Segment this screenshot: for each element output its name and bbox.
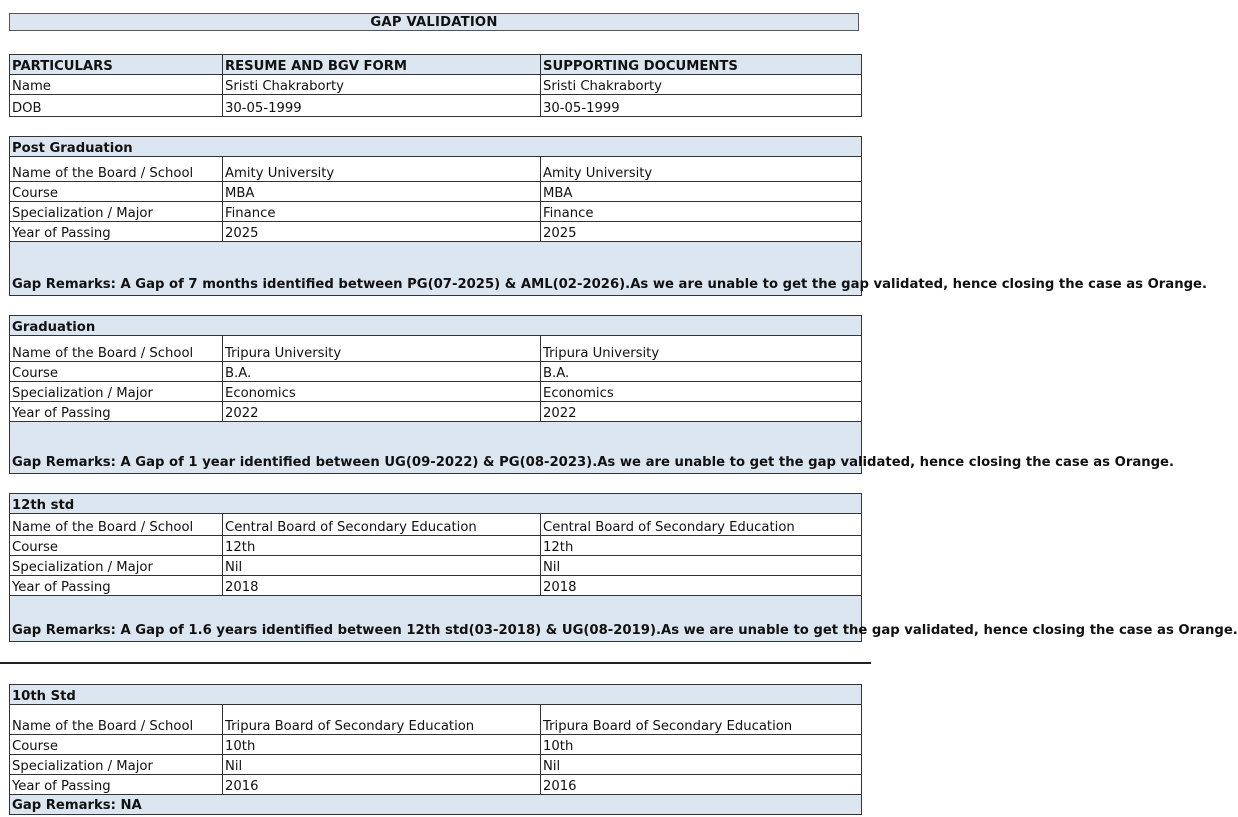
row-label: Specialization / Major	[10, 202, 223, 222]
resume-value: B.A.	[223, 362, 541, 382]
row-label: Course	[10, 735, 223, 755]
supporting-value: MBA	[541, 182, 862, 202]
resume-value: Tripura Board of Secondary Education	[223, 705, 541, 735]
resume-value: 2018	[223, 576, 541, 596]
resume-value: MBA	[223, 182, 541, 202]
table-row	[10, 202, 862, 222]
section-title: Post Graduation	[10, 137, 862, 157]
supporting-value: Central Board of Secondary Education	[541, 514, 862, 536]
resume-value: Central Board of Secondary Education	[223, 514, 541, 536]
supporting-value: 2018	[541, 576, 862, 596]
page-title: GAP VALIDATION	[9, 13, 859, 31]
supporting-value: 2016	[541, 775, 862, 795]
resume-value: 2025	[223, 222, 541, 242]
resume-value: Economics	[223, 382, 541, 402]
gap-remarks: Gap Remarks: NA	[10, 795, 862, 815]
section-title-row	[10, 137, 862, 157]
row-label: Course	[10, 182, 223, 202]
supporting-value: 12th	[541, 536, 862, 556]
supporting-value: B.A.	[541, 362, 862, 382]
supporting-value: 2022	[541, 402, 862, 422]
twelfth-std-section	[9, 493, 1238, 642]
section-title-row	[10, 685, 862, 705]
particulars-header: PARTICULARS	[10, 55, 223, 75]
section-title: Graduation	[10, 316, 862, 336]
supporting-value: 2025	[541, 222, 862, 242]
row-label: Course	[10, 536, 223, 556]
resume-value: 12th	[223, 536, 541, 556]
supporting-value: 30-05-1999	[541, 95, 862, 117]
row-label: DOB	[10, 95, 223, 117]
particulars-table	[9, 54, 862, 117]
row-label: Name of the Board / School	[10, 336, 223, 362]
table-row	[10, 775, 862, 795]
row-label: Name of the Board / School	[10, 157, 223, 182]
row-label: Name of the Board / School	[10, 705, 223, 735]
supporting-value: Economics	[541, 382, 862, 402]
table-row	[10, 735, 862, 755]
resume-value: Nil	[223, 755, 541, 775]
table-row	[10, 75, 862, 95]
resume-value: 2016	[223, 775, 541, 795]
resume-value: 2022	[223, 402, 541, 422]
resume-value: Amity University	[223, 157, 541, 182]
supporting-value: Sristi Chakraborty	[541, 75, 862, 95]
section-title: 10th Std	[10, 685, 862, 705]
post-graduation-section	[9, 136, 1207, 296]
row-label: Year of Passing	[10, 576, 223, 596]
row-label: Specialization / Major	[10, 382, 223, 402]
table-row	[10, 576, 862, 596]
header-row	[10, 55, 862, 75]
resume-value: Finance	[223, 202, 541, 222]
gap-remarks-row	[10, 795, 862, 815]
supporting-value: Nil	[541, 755, 862, 775]
row-label: Specialization / Major	[10, 755, 223, 775]
row-label: Name	[10, 75, 223, 95]
supporting-value: Tripura Board of Secondary Education	[541, 705, 862, 735]
gap-remarks: Gap Remarks: A Gap of 1.6 years identified between 12th std(03-2018) & UG(08-2019).As we are unable to get the gap validated, hence closing the case as Orange.	[10, 596, 862, 642]
gap-remarks-row	[10, 242, 862, 296]
graduation-section	[9, 315, 1175, 474]
row-label: Specialization / Major	[10, 556, 223, 576]
resume-value: Nil	[223, 556, 541, 576]
supporting-value: Nil	[541, 556, 862, 576]
table-row	[10, 755, 862, 775]
gap-remarks: Gap Remarks: A Gap of 7 months identified between PG(07-2025) & AML(02-2026).As we are unable to get the gap validated, hence closing the case as Orange.	[10, 242, 862, 296]
gap-remarks-row	[10, 596, 862, 642]
table-row	[10, 514, 862, 536]
row-label: Year of Passing	[10, 402, 223, 422]
supporting-value: Tripura University	[541, 336, 862, 362]
row-label: Course	[10, 362, 223, 382]
row-label: Name of the Board / School	[10, 514, 223, 536]
resume-header: RESUME AND BGV FORM	[223, 55, 541, 75]
section-title: 12th std	[10, 494, 862, 514]
table-row	[10, 362, 862, 382]
supporting-value: Amity University	[541, 157, 862, 182]
table-row	[10, 222, 862, 242]
row-label: Year of Passing	[10, 222, 223, 242]
gap-remarks-row	[10, 422, 862, 474]
section-title-row	[10, 494, 862, 514]
gap-remarks: Gap Remarks: A Gap of 1 year identified between UG(09-2022) & PG(08-2023).As we are unable to get the gap validated, hence closing the case as Orange.	[10, 422, 862, 474]
resume-value: 30-05-1999	[223, 95, 541, 117]
table-row	[10, 705, 862, 735]
supporting-header: SUPPORTING DOCUMENTS	[541, 55, 862, 75]
page-divider	[0, 662, 871, 664]
supporting-value: Finance	[541, 202, 862, 222]
table-row	[10, 157, 862, 182]
table-row	[10, 95, 862, 117]
table-row	[10, 536, 862, 556]
resume-value: Sristi Chakraborty	[223, 75, 541, 95]
table-row	[10, 556, 862, 576]
resume-value: Tripura University	[223, 336, 541, 362]
row-label: Year of Passing	[10, 775, 223, 795]
table-row	[10, 402, 862, 422]
table-row	[10, 336, 862, 362]
resume-value: 10th	[223, 735, 541, 755]
section-title-row	[10, 316, 862, 336]
tenth-std-section	[9, 684, 862, 815]
table-row	[10, 382, 862, 402]
table-row	[10, 182, 862, 202]
supporting-value: 10th	[541, 735, 862, 755]
